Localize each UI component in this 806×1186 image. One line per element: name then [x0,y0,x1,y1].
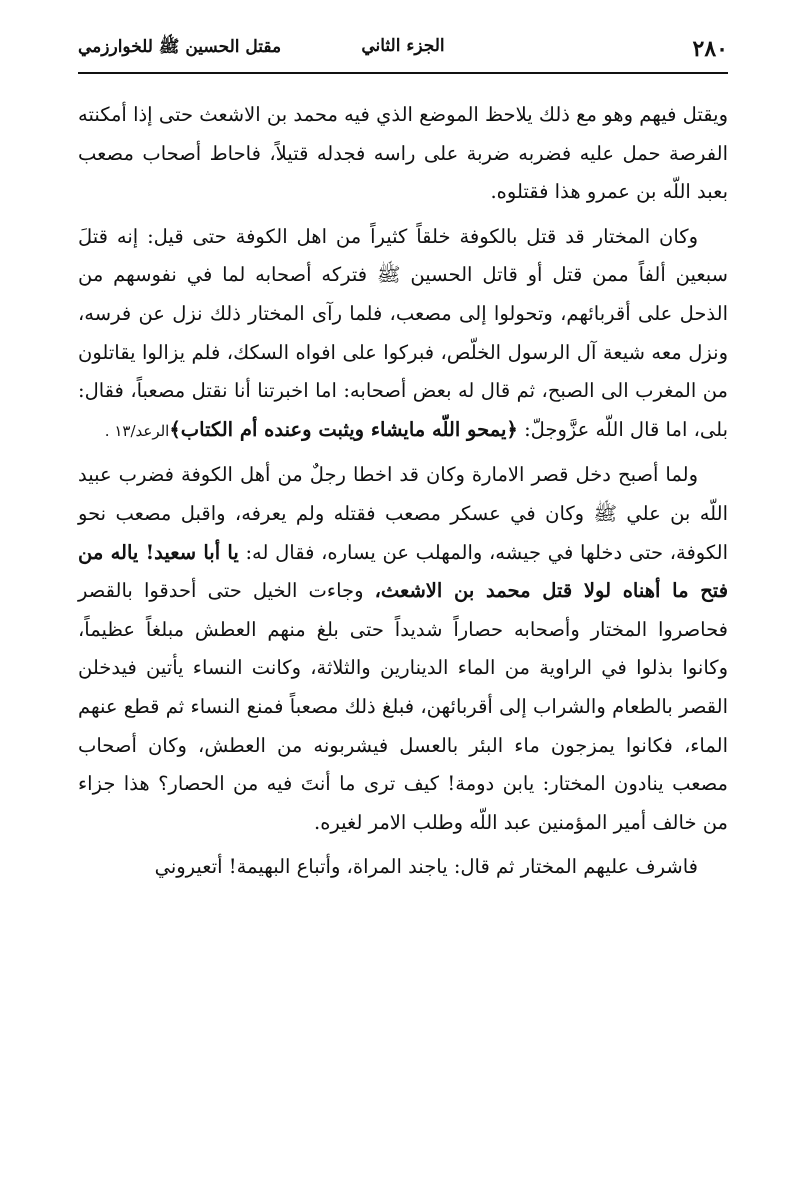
paragraph-3-text-a: ولما أصبح دخل قصر الامارة وكان قد اخطا رجلٌ من أهل الكوفة فضرب عبيد اللّه بن علي ﷺ وكان في عسكر مصعب فقتله ولم يعرفه، واقبل مصعب نحو الكوفة، حتى دخلها في جيشه، والمهلب عن يساره، فقال له: [78,463,729,564]
paragraph-3 [78,456,728,842]
paragraph-2 [78,218,728,451]
paragraph-1 [78,96,728,212]
paragraph-2-text: وكان المختار قد قتل بالكوفة خلقاً كثيراً من اهل الكوفة حتى قيل: إنه قتلَ سبعين ألفاً ممن قتل أو قاتل الحسين ﷺ فتركه أصحابه لما في نفوسهم من الذحل على أقربائهم، وتحولوا إلى مصعب، فلما رآى المختار ذلك نزل عن فرسه، ونزل معه شيعة آل الرسول الخلّص، فبركوا على افواه السكك، فلم يزالوا يقاتلون من المغرب الى الصبح، ثم قال له بعض أصحابه: اما اخبرتنا أنا نقتل مصعباً، فقال: بلى، اما قال اللّه عزَّوجلّ: [78,224,728,441]
paragraph-1-text: ويقتل فيهم وهو مع ذلك يلاحظ الموضع الذي فيه محمد بن الاشعث حتى إذا أمكنته الفرصة حمل عليه فضربه ضربة على راسه فجدله قتيلاً، فاحاط أصحاب مصعب بعبد اللّه بن عمرو هذا فقتلوه. [78,103,728,204]
quran-reference: الرعد/١٣ . [104,421,170,440]
paragraph-3-exclamation: يا أبا سعيد! ياله من فتح ما أهناه لولا قتل محمد بن الاشعث، [78,540,729,603]
part-label: الجزء الثاني [361,36,445,56]
running-header [78,28,728,74]
body-text [78,96,728,893]
page-number: ٢٨٠ [692,36,728,62]
book-title: مقتل الحسين ﷺ للخوارزمي [78,37,282,57]
paragraph-4-text: فاشرف عليهم المختار ثم قال: ياجند المراة، وأتباع البهيمة! أتعيروني [154,855,698,879]
quran-close-brace: ﴾ [169,417,181,441]
quran-quote: يمحو اللّه مايشاء ويثبت وعنده أم الكتاب [180,417,507,441]
paragraph-4 [78,848,728,887]
quran-open-brace: ﴿ [506,417,518,441]
paragraph-3-text-b: وجاءت الخيل حتى أحدقوا بالقصر فحاصروا المختار وأصحابه حصاراً شديداً حتى بلغ منهم العطش مبلغاً عظيماً، وكانوا بذلوا في الراوية من الماء الدينارين والثلاثة، وكانت النساء يأتين فيدخلن القصر بالطعام والشراب إلى أقربائهن، فبلغ ذلك مصعباً فمنع النساء ثم قطع عنهم الماء، فكانوا يمزجون ماء البئر بالعسل فيشربونه من العطش، وكان أصحاب مصعب ينادون المختار: يابن دومة! كيف ترى ما أنتَ فيه من الحصار؟ هذا جزاء من خالف أمير المؤمنين عبد اللّه وطلب الامر لغيره. [78,579,728,834]
